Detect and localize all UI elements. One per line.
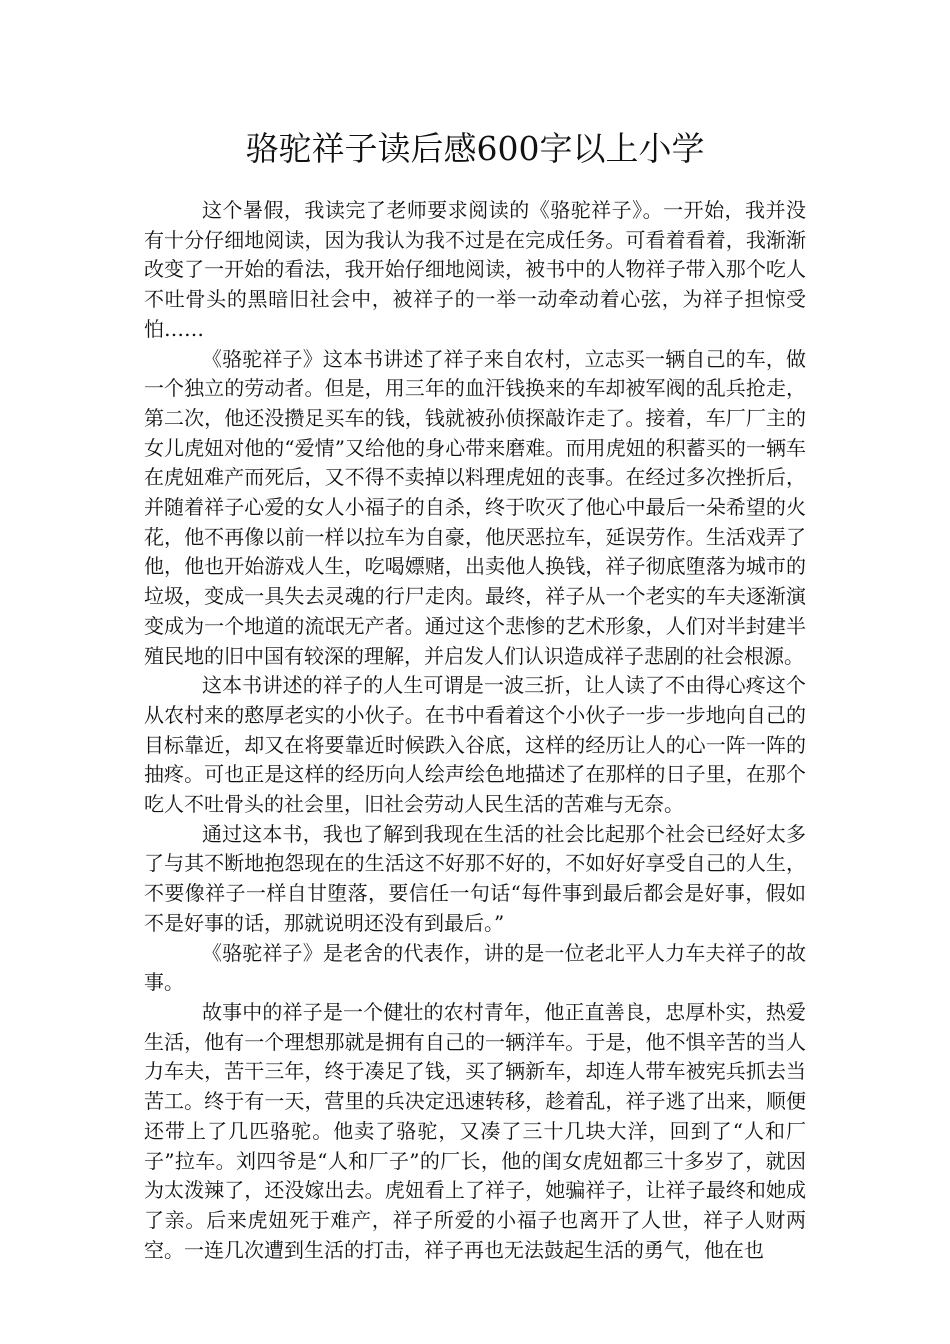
page-title: 骆驼祥子读后感600字以上小学 [245,129,705,168]
paragraph-5: 《骆驼祥子》是老舍的代表作，讲的是一位老北平人力车夫祥子的故事。 [144,940,806,995]
paragraph-1: 这个暑假，我读完了老师要求阅读的《骆驼祥子》。一开始，我并没有十分仔细地阅读，因为我认为我不过是在完成任务。可看着看着，我渐渐改变了一开始的看法，我开始仔细地阅读，被书中的人物祥子带入那个吃人不吐骨头的黑暗旧社会中，被祥子的一举一动牵动着心弦，为祥子担惊受怕…… [144,198,806,341]
paragraph-3: 这本书讲述的祥子的人生可谓是一波三折，让人读了不由得心疼这个从农村来的憨厚老实的小伙子。在书中看着这个小伙子一步一步地向自己的目标靠近，却又在将要靠近时候跌入谷底，这样的经历让人的心一阵一阵的抽疼。可也正是这样的经历向人绘声绘色地描述了在那样的日子里，在那个吃人不吐骨头的社会里，旧社会劳动人民生活的苦难与无奈。 [144,673,806,817]
paragraph-2: 《骆驼祥子》这本书讲述了祥子来自农村，立志买一辆自己的车，做一个独立的劳动者。但是，用三年的血汗钱换来的车却被军阀的乱兵抢走，第二次，他还没攒足买车的钱，钱就被孙侦探敲诈走了。接着，车厂厂主的女儿虎妞对他的“爱情”又给他的身心带来磨难。而用虎妞的积蓄买的一辆车在虎妞难产而死后，又不得不卖掉以料理虎妞的丧事。在经过多次挫折后，并随着祥子心爱的女人小福子的自杀，终于吹灭了他心中最后一朵希望的火花，他不再像以前一样以拉车为自豪，他厌恶拉车，延误劳作。生活戏弄了他，他也开始游戏人生，吃喝嫖赌，出卖他人换钱，祥子彻底堕落为城市的垃圾，变成一具失去灵魂的行尸走肉。最终，祥子从一个老实的车夫逐渐演变成为一个地道的流氓无产者。通过这个悲惨的艺术形象，人们对半封建半殖民地的旧中国有较深的理解，并启发人们认识造成祥子悲剧的社会根源。 [144,346,806,668]
paragraph-6: 故事中的祥子是一个健壮的农村青年，他正直善良，忠厚朴实，热爱生活，他有一个理想那就是拥有自己的一辆洋车。于是，他不惧辛苦的当人力车夫，苦干三年，终于凑足了钱，买了辆新车，却连人带车被宪兵抓去当苦工。终于有一天，营里的兵决定迅速转移，趁着乱，祥子逃了出来，顺便还带上了几匹骆驼。他卖了骆驼，又凑了三十几块大洋，回到了“人和厂子”拉车。刘四爷是“人和厂子”的厂长，他的闺女虎妞都三十多岁了，就因为太泼辣了，还没嫁出去。虎妞看上了祥子，她骗祥子，让祥子最终和她成了亲。后来虎妞死于难产，祥子所爱的小福子也离开了人世，祥子人财两空。一连几次遭到生活的打击，祥子再也无法鼓起生活的勇气，他在也 [144,999,806,1262]
document-body [144,196,806,1265]
paragraph-4: 通过这本书，我也了解到我现在生活的社会比起那个社会已经好太多了与其不断地抱怨现在的生活这不好那不好的，不如好好享受自己的人生，不要像祥子一样自甘堕落，要信任一句话“每件事到最后都会是好事，假如不是好事的话，那就说明还没有到最后。” [144,821,806,935]
